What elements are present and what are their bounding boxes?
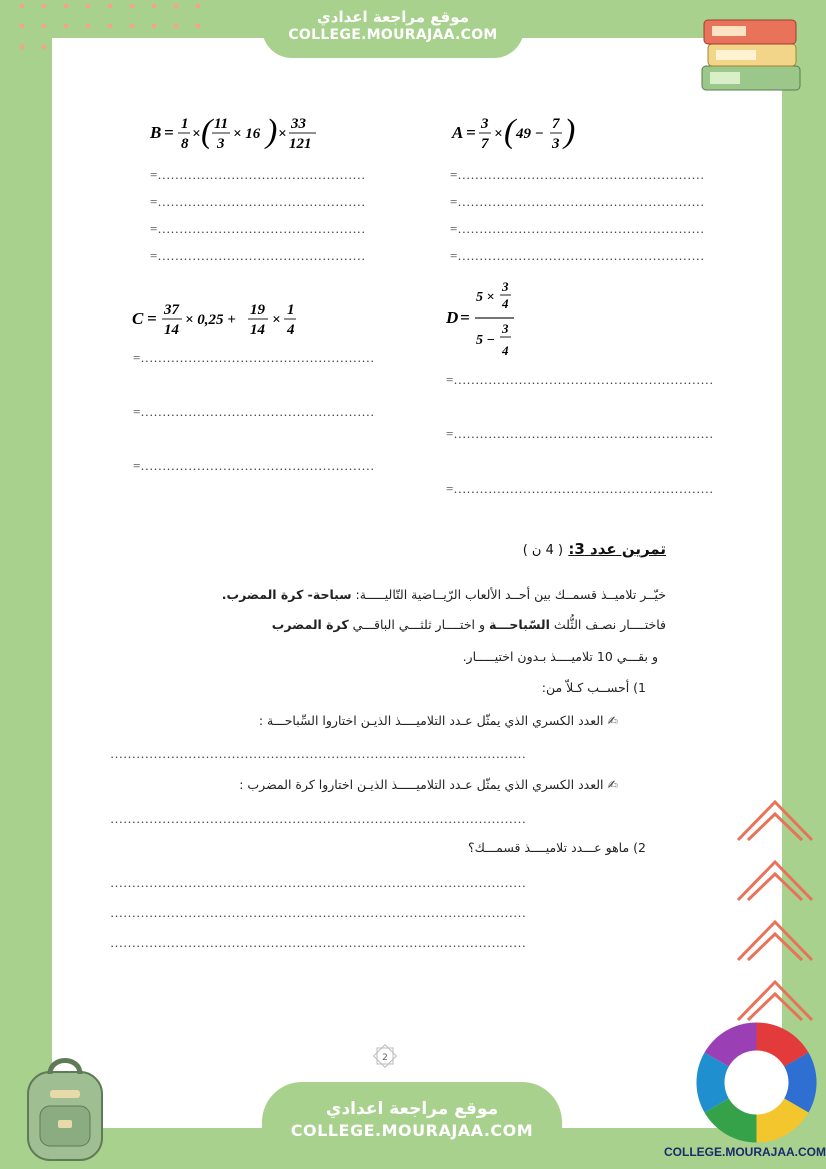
answer-line-d-3[interactable]: =…………………………………………………… — [446, 481, 714, 496]
svg-text:3: 3 — [552, 136, 560, 152]
svg-text:5 −: 5 − — [476, 333, 495, 348]
answer-line-b-4[interactable]: =………………………………………… — [150, 248, 366, 263]
logo-text: COLLEGE.MOURAJAA.COM — [664, 1145, 826, 1159]
question-1 — [542, 680, 646, 695]
answer-line-q1b[interactable]: …………………………………………………………………………………… — [110, 811, 526, 826]
question-1-number: 1) — [633, 680, 646, 695]
expression-d — [446, 278, 536, 364]
statement-line-1 — [222, 587, 666, 602]
answer-line-q2-3[interactable]: …………………………………………………………………………………… — [110, 935, 526, 950]
exercise3-points: ( 4 ن ) — [522, 543, 564, 558]
question-1b-text: العدد الكسري الذي يمثّل عـدد التلاميـــــذ الذيـن اختاروا كرة المضرب : — [239, 777, 604, 792]
pen-icon: ✍ — [607, 713, 618, 728]
svg-text:4: 4 — [502, 296, 509, 311]
answer-line-c-2[interactable]: =……………………………………………… — [133, 404, 375, 419]
statement-line-1-bold: سباحة- كرة المضرب. — [221, 587, 352, 602]
svg-text:4: 4 — [502, 343, 509, 358]
question-2-number: 2) — [633, 840, 646, 855]
site-name: موقع مراجعة اعدادي — [317, 8, 469, 26]
answer-line-b-3[interactable]: =………………………………………… — [150, 221, 366, 236]
svg-text:(: ( — [504, 113, 516, 150]
expression-a — [452, 108, 652, 158]
footer-site-name: موقع مراجعة اعدادي — [325, 1099, 499, 1119]
footer-site-url[interactable]: COLLEGE.MOURAJAA.COM — [290, 1121, 534, 1140]
answer-line-q2-2[interactable]: …………………………………………………………………………………… — [110, 905, 526, 920]
svg-text:33: 33 — [291, 116, 306, 132]
education-logo-icon — [694, 1020, 819, 1145]
statement-line-2-text: فاختــــار نصـف الثُّلث — [549, 617, 666, 632]
svg-text:): ) — [266, 113, 278, 150]
footer-banner[interactable] — [262, 1082, 562, 1169]
svg-text:37: 37 — [164, 302, 179, 318]
svg-text:D: D — [446, 308, 459, 327]
svg-text:× 16: × 16 — [233, 126, 261, 142]
svg-text:(: ( — [201, 113, 213, 150]
svg-text:×: × — [494, 126, 503, 142]
answer-line-d-2[interactable]: =…………………………………………………… — [446, 426, 714, 441]
exercise3-title — [523, 540, 666, 558]
svg-text:=: = — [460, 308, 470, 327]
svg-text:=: = — [164, 123, 174, 142]
statement-line-2-bold: السّباحـــة — [489, 617, 550, 632]
svg-text:7: 7 — [552, 116, 560, 132]
svg-text:19: 19 — [250, 302, 265, 318]
expression-c — [132, 294, 312, 344]
svg-text:11: 11 — [214, 116, 229, 132]
question-1a-text: العدد الكسري الذي يمثّل عـدد التلاميــــذ الذيـن اختاروا السِّباحـــة : — [258, 713, 604, 728]
question-1b — [239, 777, 618, 792]
answer-line-a-2[interactable]: =………………………………………………… — [450, 194, 705, 209]
pen-icon: ✍ — [607, 777, 618, 792]
answer-line-b-2[interactable]: =………………………………………… — [150, 194, 366, 209]
statement-line-2-text2: و اختــــار ثلثـــي الباقـــي — [348, 617, 489, 632]
statement-line-3: و بقـــي 10 تلاميــــذ بـدون اختيـــــار. — [462, 649, 658, 664]
svg-text:1: 1 — [287, 302, 295, 318]
svg-text:A: A — [452, 123, 464, 142]
question-2-text: ماهو عـــدد تلاميــــذ قسمـــك؟ — [468, 840, 630, 855]
answer-line-a-3[interactable]: =………………………………………………… — [450, 221, 705, 236]
answer-line-a-4[interactable]: =………………………………………………… — [450, 248, 705, 263]
svg-text:5 ×: 5 × — [476, 290, 495, 305]
svg-text:3: 3 — [502, 279, 509, 294]
svg-text:14: 14 — [164, 322, 179, 338]
site-url[interactable]: COLLEGE.MOURAJAA.COM — [288, 27, 498, 43]
svg-text:× 0,25 +: × 0,25 + — [185, 312, 236, 328]
expression-b — [150, 108, 350, 158]
svg-text:×: × — [192, 126, 201, 142]
svg-text:=: = — [147, 309, 157, 328]
svg-text:121: 121 — [289, 136, 312, 152]
svg-text:8: 8 — [181, 136, 189, 152]
svg-text:3: 3 — [502, 321, 509, 336]
header-banner[interactable] — [262, 0, 524, 58]
answer-line-q2-1[interactable]: …………………………………………………………………………………… — [110, 875, 526, 890]
chevron-up-icon — [730, 790, 820, 1030]
answer-line-a-1[interactable]: =………………………………………………… — [450, 167, 705, 182]
svg-text:C: C — [132, 309, 144, 328]
question-2 — [468, 840, 646, 855]
statement-line-2 — [272, 617, 666, 632]
svg-text:×: × — [272, 312, 281, 328]
answer-line-b-1[interactable]: =………………………………………… — [150, 167, 366, 182]
svg-text:3: 3 — [217, 136, 225, 152]
svg-text:×: × — [278, 126, 287, 142]
answer-line-q1a[interactable]: …………………………………………………………………………………… — [110, 746, 526, 761]
page-number-badge — [370, 1042, 400, 1070]
svg-text:3: 3 — [481, 116, 489, 132]
question-1a — [259, 713, 618, 728]
svg-text:7: 7 — [481, 136, 489, 152]
svg-text:4: 4 — [287, 322, 295, 338]
question-1-text: أحســب كـلاّ من: — [541, 680, 630, 695]
answer-line-d-1[interactable]: =…………………………………………………… — [446, 372, 714, 387]
svg-text:14: 14 — [250, 322, 265, 338]
books-icon — [690, 8, 810, 100]
answer-line-c-3[interactable]: =……………………………………………… — [133, 458, 375, 473]
exercise3-heading: تمرين عدد 3: — [568, 540, 666, 558]
page-number: 2 — [382, 1053, 388, 1063]
svg-text:=: = — [466, 123, 476, 142]
svg-text:B: B — [150, 123, 162, 142]
svg-text:49 −: 49 − — [516, 126, 544, 142]
svg-text:1: 1 — [181, 116, 189, 132]
answer-line-c-1[interactable]: =……………………………………………… — [133, 350, 375, 365]
statement-line-1-text: خيّــر تلاميــذ قسمــك بين أحــد الألعاب الرّيــاضية التّاليـــــة: — [351, 587, 666, 602]
statement-line-2-bold2: كرة المضرب — [271, 617, 349, 632]
svg-text:): ) — [564, 113, 576, 150]
backpack-icon — [10, 1050, 120, 1165]
